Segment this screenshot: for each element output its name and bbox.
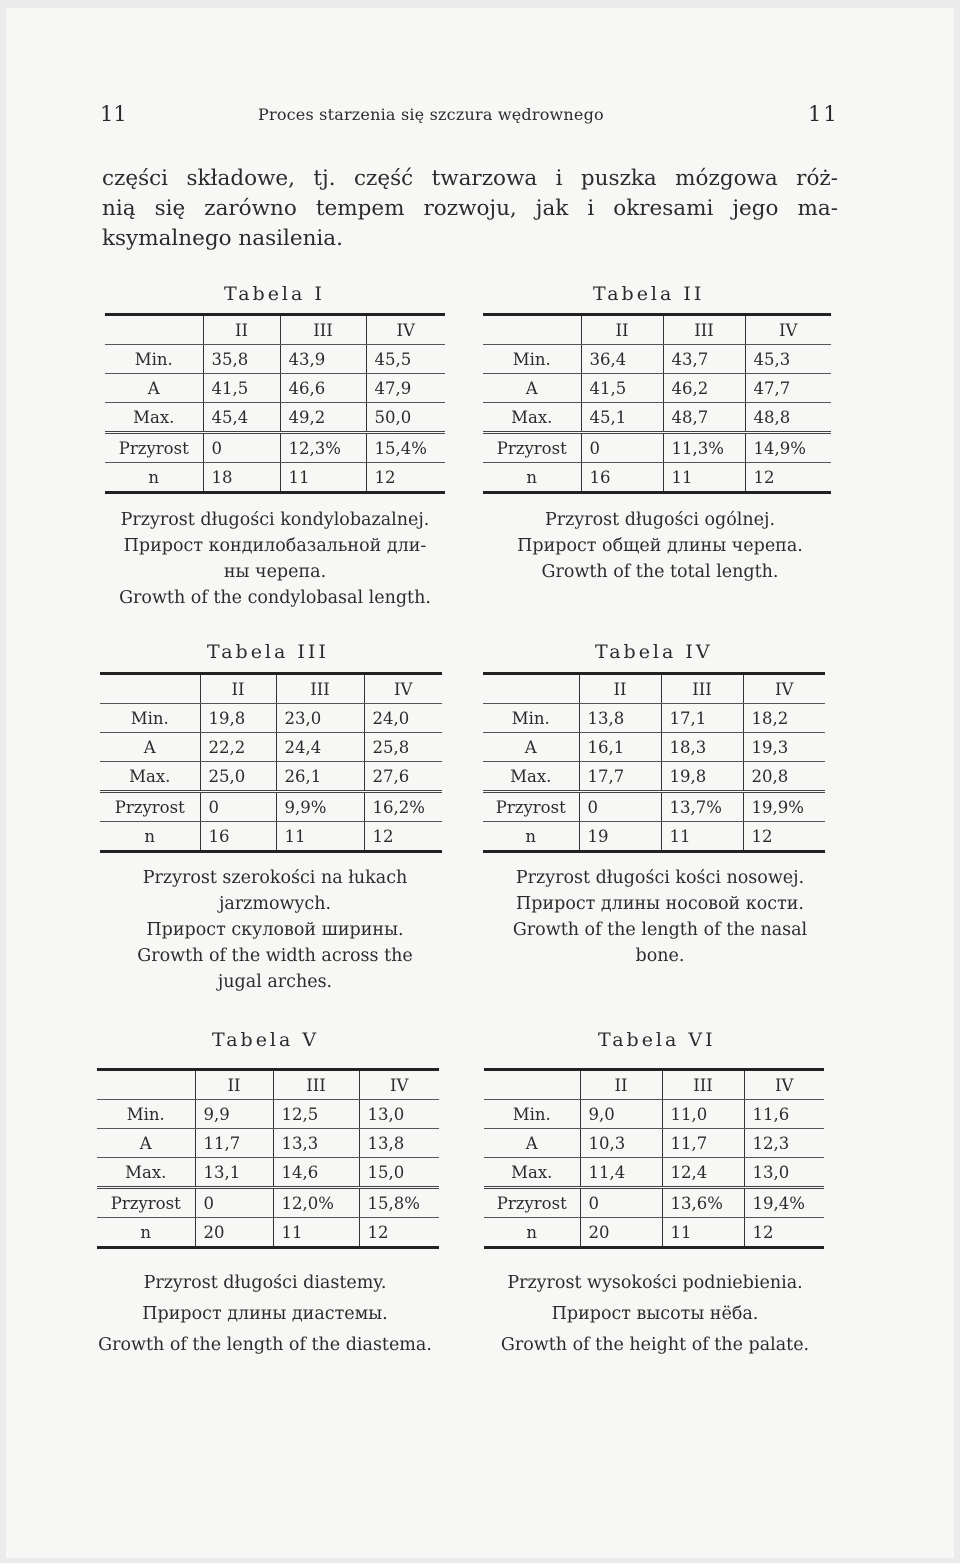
table-cell: 20 bbox=[195, 1218, 273, 1248]
caption-line: Прирост кондилобазальной дли- bbox=[123, 536, 427, 556]
table-row bbox=[105, 433, 445, 463]
table-title: Tabela VI bbox=[598, 1029, 716, 1051]
row-label: Przyrost bbox=[483, 433, 581, 463]
row-label: n bbox=[105, 463, 203, 493]
table-cell: 16,1 bbox=[579, 733, 661, 762]
table-cell: 12 bbox=[743, 822, 825, 852]
table-cell: 46,2 bbox=[663, 374, 745, 403]
table-cell: 12 bbox=[364, 822, 442, 852]
table-cell: 19,3 bbox=[743, 733, 825, 762]
table-cell: 48,8 bbox=[745, 403, 831, 433]
table-cell: 19,8 bbox=[661, 762, 743, 792]
table-cell: 20,8 bbox=[743, 762, 825, 792]
row-label: Min. bbox=[483, 345, 581, 374]
table-cell: 45,4 bbox=[203, 403, 280, 433]
data-table bbox=[97, 1068, 439, 1249]
column-header: III bbox=[661, 674, 743, 704]
table-row bbox=[100, 704, 442, 733]
caption-line: Przyrost szerokości na łukach bbox=[142, 868, 408, 888]
column-header: IV bbox=[745, 315, 831, 345]
row-label: Max. bbox=[483, 762, 579, 792]
table-cell: 24,0 bbox=[364, 704, 442, 733]
row-label: Min. bbox=[484, 1100, 580, 1129]
table-title: Tabela I bbox=[224, 283, 325, 305]
table-cell: 27,6 bbox=[364, 762, 442, 792]
row-label: Min. bbox=[97, 1100, 195, 1129]
table-cell: 35,8 bbox=[203, 345, 280, 374]
header-blank-cell bbox=[483, 674, 579, 704]
row-label: Przyrost bbox=[97, 1188, 195, 1218]
table-cell: 47,7 bbox=[745, 374, 831, 403]
table-cell: 43,7 bbox=[663, 345, 745, 374]
row-label: n bbox=[484, 1218, 580, 1248]
column-header: II bbox=[581, 315, 663, 345]
column-header: II bbox=[580, 1070, 662, 1100]
caption-line: ны черепа. bbox=[223, 562, 327, 582]
table-cell: 36,4 bbox=[581, 345, 663, 374]
table-cell: 41,5 bbox=[203, 374, 280, 403]
table-cell: 14,9% bbox=[745, 433, 831, 463]
table-cell: 48,7 bbox=[663, 403, 745, 433]
table-cell: 0 bbox=[203, 433, 280, 463]
caption-line: Growth of the length of the diastema. bbox=[98, 1335, 432, 1355]
table-cell: 11 bbox=[280, 463, 366, 493]
row-label: Przyrost bbox=[483, 792, 579, 822]
caption-line: Przyrost wysokości podniebienia. bbox=[507, 1273, 803, 1293]
table-cell: 18,2 bbox=[743, 704, 825, 733]
column-header: II bbox=[195, 1070, 273, 1100]
table-row bbox=[483, 762, 825, 792]
table-row bbox=[100, 822, 442, 852]
table-cell: 11 bbox=[663, 463, 745, 493]
caption-line: Прирост скуловой ширины. bbox=[146, 920, 404, 940]
column-header: III bbox=[663, 315, 745, 345]
caption-line: Прирост длины диастемы. bbox=[142, 1304, 388, 1324]
row-label: Przyrost bbox=[100, 792, 200, 822]
table-cell: 19 bbox=[579, 822, 661, 852]
row-label: n bbox=[483, 463, 581, 493]
table-cell: 45,1 bbox=[581, 403, 663, 433]
table-cell: 11,4 bbox=[580, 1158, 662, 1188]
table-cell: 0 bbox=[581, 433, 663, 463]
table-cell: 17,1 bbox=[661, 704, 743, 733]
table-caption bbox=[100, 507, 450, 611]
table-cell: 45,3 bbox=[745, 345, 831, 374]
caption-line: jugal arches. bbox=[217, 972, 333, 992]
table-cell: 13,6% bbox=[662, 1188, 744, 1218]
table-cell: 13,3 bbox=[273, 1129, 359, 1158]
caption-line: Прирост общей длины черепа. bbox=[517, 536, 803, 556]
table-cell: 12,4 bbox=[662, 1158, 744, 1188]
table-cell: 11 bbox=[276, 822, 364, 852]
table-cell: 16,2% bbox=[364, 792, 442, 822]
caption-line: Growth of the length of the nasal bbox=[512, 920, 808, 940]
table-header-row bbox=[483, 674, 825, 704]
data-table bbox=[483, 672, 825, 853]
table-row bbox=[105, 345, 445, 374]
column-header: III bbox=[273, 1070, 359, 1100]
column-header: IV bbox=[366, 315, 445, 345]
table-cell: 22,2 bbox=[200, 733, 276, 762]
table-cell: 19,4% bbox=[744, 1188, 824, 1218]
table-caption bbox=[85, 1268, 445, 1361]
intro-paragraph bbox=[102, 164, 838, 254]
caption-line: Przyrost długości kondylobazalnej. bbox=[120, 510, 430, 530]
caption-line: Growth of the height of the palate. bbox=[500, 1335, 810, 1355]
row-label: n bbox=[100, 822, 200, 852]
caption-line: Przyrost długości diastemy. bbox=[143, 1273, 387, 1293]
table-cell: 18 bbox=[203, 463, 280, 493]
table-title: Tabela III bbox=[207, 641, 329, 663]
table-title: Tabela II bbox=[593, 283, 705, 305]
table-cell: 0 bbox=[579, 792, 661, 822]
table-cell: 0 bbox=[195, 1188, 273, 1218]
caption-line: bone. bbox=[635, 946, 685, 966]
table-cell: 12 bbox=[366, 463, 445, 493]
row-label: Max. bbox=[97, 1158, 195, 1188]
table-row bbox=[100, 733, 442, 762]
table-caption bbox=[460, 1268, 850, 1361]
table-cell: 12,5 bbox=[273, 1100, 359, 1129]
table-row bbox=[484, 1100, 824, 1129]
caption-line: Прирост длины носовой кости. bbox=[516, 894, 804, 914]
column-header: IV bbox=[359, 1070, 439, 1100]
row-label: Min. bbox=[100, 704, 200, 733]
row-label: Max. bbox=[484, 1158, 580, 1188]
caption-line: Growth of the condylobasal length. bbox=[119, 588, 431, 608]
row-label: Max. bbox=[105, 403, 203, 433]
table-row bbox=[483, 704, 825, 733]
column-header: IV bbox=[743, 674, 825, 704]
caption-line: Przyrost długości ogólnej. bbox=[544, 510, 776, 530]
row-label: Max. bbox=[100, 762, 200, 792]
table-row bbox=[105, 403, 445, 433]
table-row bbox=[484, 1188, 824, 1218]
table-cell: 25,0 bbox=[200, 762, 276, 792]
table-row bbox=[483, 792, 825, 822]
table-cell: 23,0 bbox=[276, 704, 364, 733]
table-cell: 12,3% bbox=[280, 433, 366, 463]
table-header-row bbox=[484, 1070, 824, 1100]
table-cell: 11 bbox=[662, 1218, 744, 1248]
column-header: III bbox=[280, 315, 366, 345]
table-cell: 13,7% bbox=[661, 792, 743, 822]
table-row bbox=[484, 1158, 824, 1188]
table-row bbox=[105, 374, 445, 403]
table-row bbox=[484, 1218, 824, 1248]
column-header: IV bbox=[744, 1070, 824, 1100]
table-cell: 10,3 bbox=[580, 1129, 662, 1158]
table-cell: 9,9 bbox=[195, 1100, 273, 1129]
intro-line: części składowe, tj. część twarzowa i puszka mózgowa róż- bbox=[102, 166, 838, 191]
column-header: II bbox=[579, 674, 661, 704]
table-cell: 15,0 bbox=[359, 1158, 439, 1188]
column-header: III bbox=[662, 1070, 744, 1100]
table-row bbox=[97, 1218, 439, 1248]
header-blank-cell bbox=[97, 1070, 195, 1100]
table-cell: 15,4% bbox=[366, 433, 445, 463]
table-cell: 16 bbox=[200, 822, 276, 852]
column-header: III bbox=[276, 674, 364, 704]
table-caption bbox=[470, 507, 850, 585]
table-row bbox=[484, 1129, 824, 1158]
table-cell: 14,6 bbox=[273, 1158, 359, 1188]
data-table bbox=[100, 672, 442, 853]
table-row bbox=[483, 403, 831, 433]
caption-line: Прирост высоты нёба. bbox=[551, 1304, 759, 1324]
table-row bbox=[483, 433, 831, 463]
table-row bbox=[100, 762, 442, 792]
table-cell: 47,9 bbox=[366, 374, 445, 403]
table-cell: 0 bbox=[200, 792, 276, 822]
table-row bbox=[97, 1129, 439, 1158]
table-cell: 11 bbox=[273, 1218, 359, 1248]
intro-line: nią się zarówno tempem rozwoju, jak i okresami jego ma- bbox=[102, 196, 838, 221]
table-cell: 13,0 bbox=[359, 1100, 439, 1129]
table-caption bbox=[470, 865, 850, 969]
row-label: Min. bbox=[483, 704, 579, 733]
table-header-row bbox=[105, 315, 445, 345]
table-row bbox=[483, 463, 831, 493]
table-title: Tabela V bbox=[212, 1029, 320, 1051]
table-row bbox=[97, 1158, 439, 1188]
table-cell: 19,9% bbox=[743, 792, 825, 822]
table-cell: 12 bbox=[745, 463, 831, 493]
row-label: A bbox=[97, 1129, 195, 1158]
table-cell: 12 bbox=[744, 1218, 824, 1248]
table-cell: 11,7 bbox=[195, 1129, 273, 1158]
table-cell: 26,1 bbox=[276, 762, 364, 792]
table-cell: 19,8 bbox=[200, 704, 276, 733]
row-label: Max. bbox=[483, 403, 581, 433]
table-cell: 50,0 bbox=[366, 403, 445, 433]
table-cell: 12,3 bbox=[744, 1129, 824, 1158]
row-label: A bbox=[105, 374, 203, 403]
table-cell: 12 bbox=[359, 1218, 439, 1248]
header-blank-cell bbox=[100, 674, 200, 704]
column-header: II bbox=[200, 674, 276, 704]
table-row bbox=[483, 822, 825, 852]
header-blank-cell bbox=[483, 315, 581, 345]
table-cell: 20 bbox=[580, 1218, 662, 1248]
table-cell: 17,7 bbox=[579, 762, 661, 792]
row-label: A bbox=[484, 1129, 580, 1158]
table-caption bbox=[95, 865, 455, 995]
table-cell: 49,2 bbox=[280, 403, 366, 433]
row-label: A bbox=[483, 733, 579, 762]
table-row bbox=[483, 374, 831, 403]
caption-line: Growth of the width across the bbox=[137, 946, 413, 966]
table-cell: 11,0 bbox=[662, 1100, 744, 1129]
table-cell: 11,6 bbox=[744, 1100, 824, 1129]
table-cell: 9,0 bbox=[580, 1100, 662, 1129]
caption-line: Growth of the total length. bbox=[541, 562, 779, 582]
table-cell: 18,3 bbox=[661, 733, 743, 762]
table-row bbox=[97, 1100, 439, 1129]
caption-line: jarzmowych. bbox=[218, 894, 332, 914]
column-header: IV bbox=[364, 674, 442, 704]
table-cell: 45,5 bbox=[366, 345, 445, 374]
table-cell: 12,0% bbox=[273, 1188, 359, 1218]
page-number-right: 11 bbox=[808, 102, 839, 126]
table-cell: 11,7 bbox=[662, 1129, 744, 1158]
table-header-row bbox=[97, 1070, 439, 1100]
page-number-left: 11 bbox=[100, 102, 127, 126]
table-cell: 13,8 bbox=[359, 1129, 439, 1158]
table-cell: 46,6 bbox=[280, 374, 366, 403]
caption-line: Przyrost długości kości nosowej. bbox=[515, 868, 805, 888]
table-header-row bbox=[100, 674, 442, 704]
running-title: Proces starzenia się szczura wędrownego bbox=[258, 105, 604, 124]
data-table bbox=[484, 1068, 824, 1249]
row-label: n bbox=[97, 1218, 195, 1248]
table-cell: 13,1 bbox=[195, 1158, 273, 1188]
row-label: A bbox=[100, 733, 200, 762]
table-cell: 11,3% bbox=[663, 433, 745, 463]
table-cell: 25,8 bbox=[364, 733, 442, 762]
table-row bbox=[105, 463, 445, 493]
table-cell: 24,4 bbox=[276, 733, 364, 762]
table-row bbox=[100, 792, 442, 822]
table-cell: 13,8 bbox=[579, 704, 661, 733]
table-cell: 16 bbox=[581, 463, 663, 493]
header-blank-cell bbox=[105, 315, 203, 345]
column-header: II bbox=[203, 315, 280, 345]
row-label: Przyrost bbox=[105, 433, 203, 463]
header-blank-cell bbox=[484, 1070, 580, 1100]
row-label: n bbox=[483, 822, 579, 852]
table-row bbox=[483, 345, 831, 374]
intro-line: ksymalnego nasilenia. bbox=[102, 226, 343, 251]
table-cell: 41,5 bbox=[581, 374, 663, 403]
table-cell: 15,8% bbox=[359, 1188, 439, 1218]
table-cell: 13,0 bbox=[744, 1158, 824, 1188]
table-row bbox=[97, 1188, 439, 1218]
data-table bbox=[483, 313, 831, 494]
table-cell: 0 bbox=[580, 1188, 662, 1218]
table-cell: 11 bbox=[661, 822, 743, 852]
table-row bbox=[483, 733, 825, 762]
row-label: Min. bbox=[105, 345, 203, 374]
row-label: Przyrost bbox=[484, 1188, 580, 1218]
table-title: Tabela IV bbox=[595, 641, 713, 663]
data-table bbox=[105, 313, 445, 494]
table-header-row bbox=[483, 315, 831, 345]
row-label: A bbox=[483, 374, 581, 403]
table-cell: 9,9% bbox=[276, 792, 364, 822]
table-cell: 43,9 bbox=[280, 345, 366, 374]
